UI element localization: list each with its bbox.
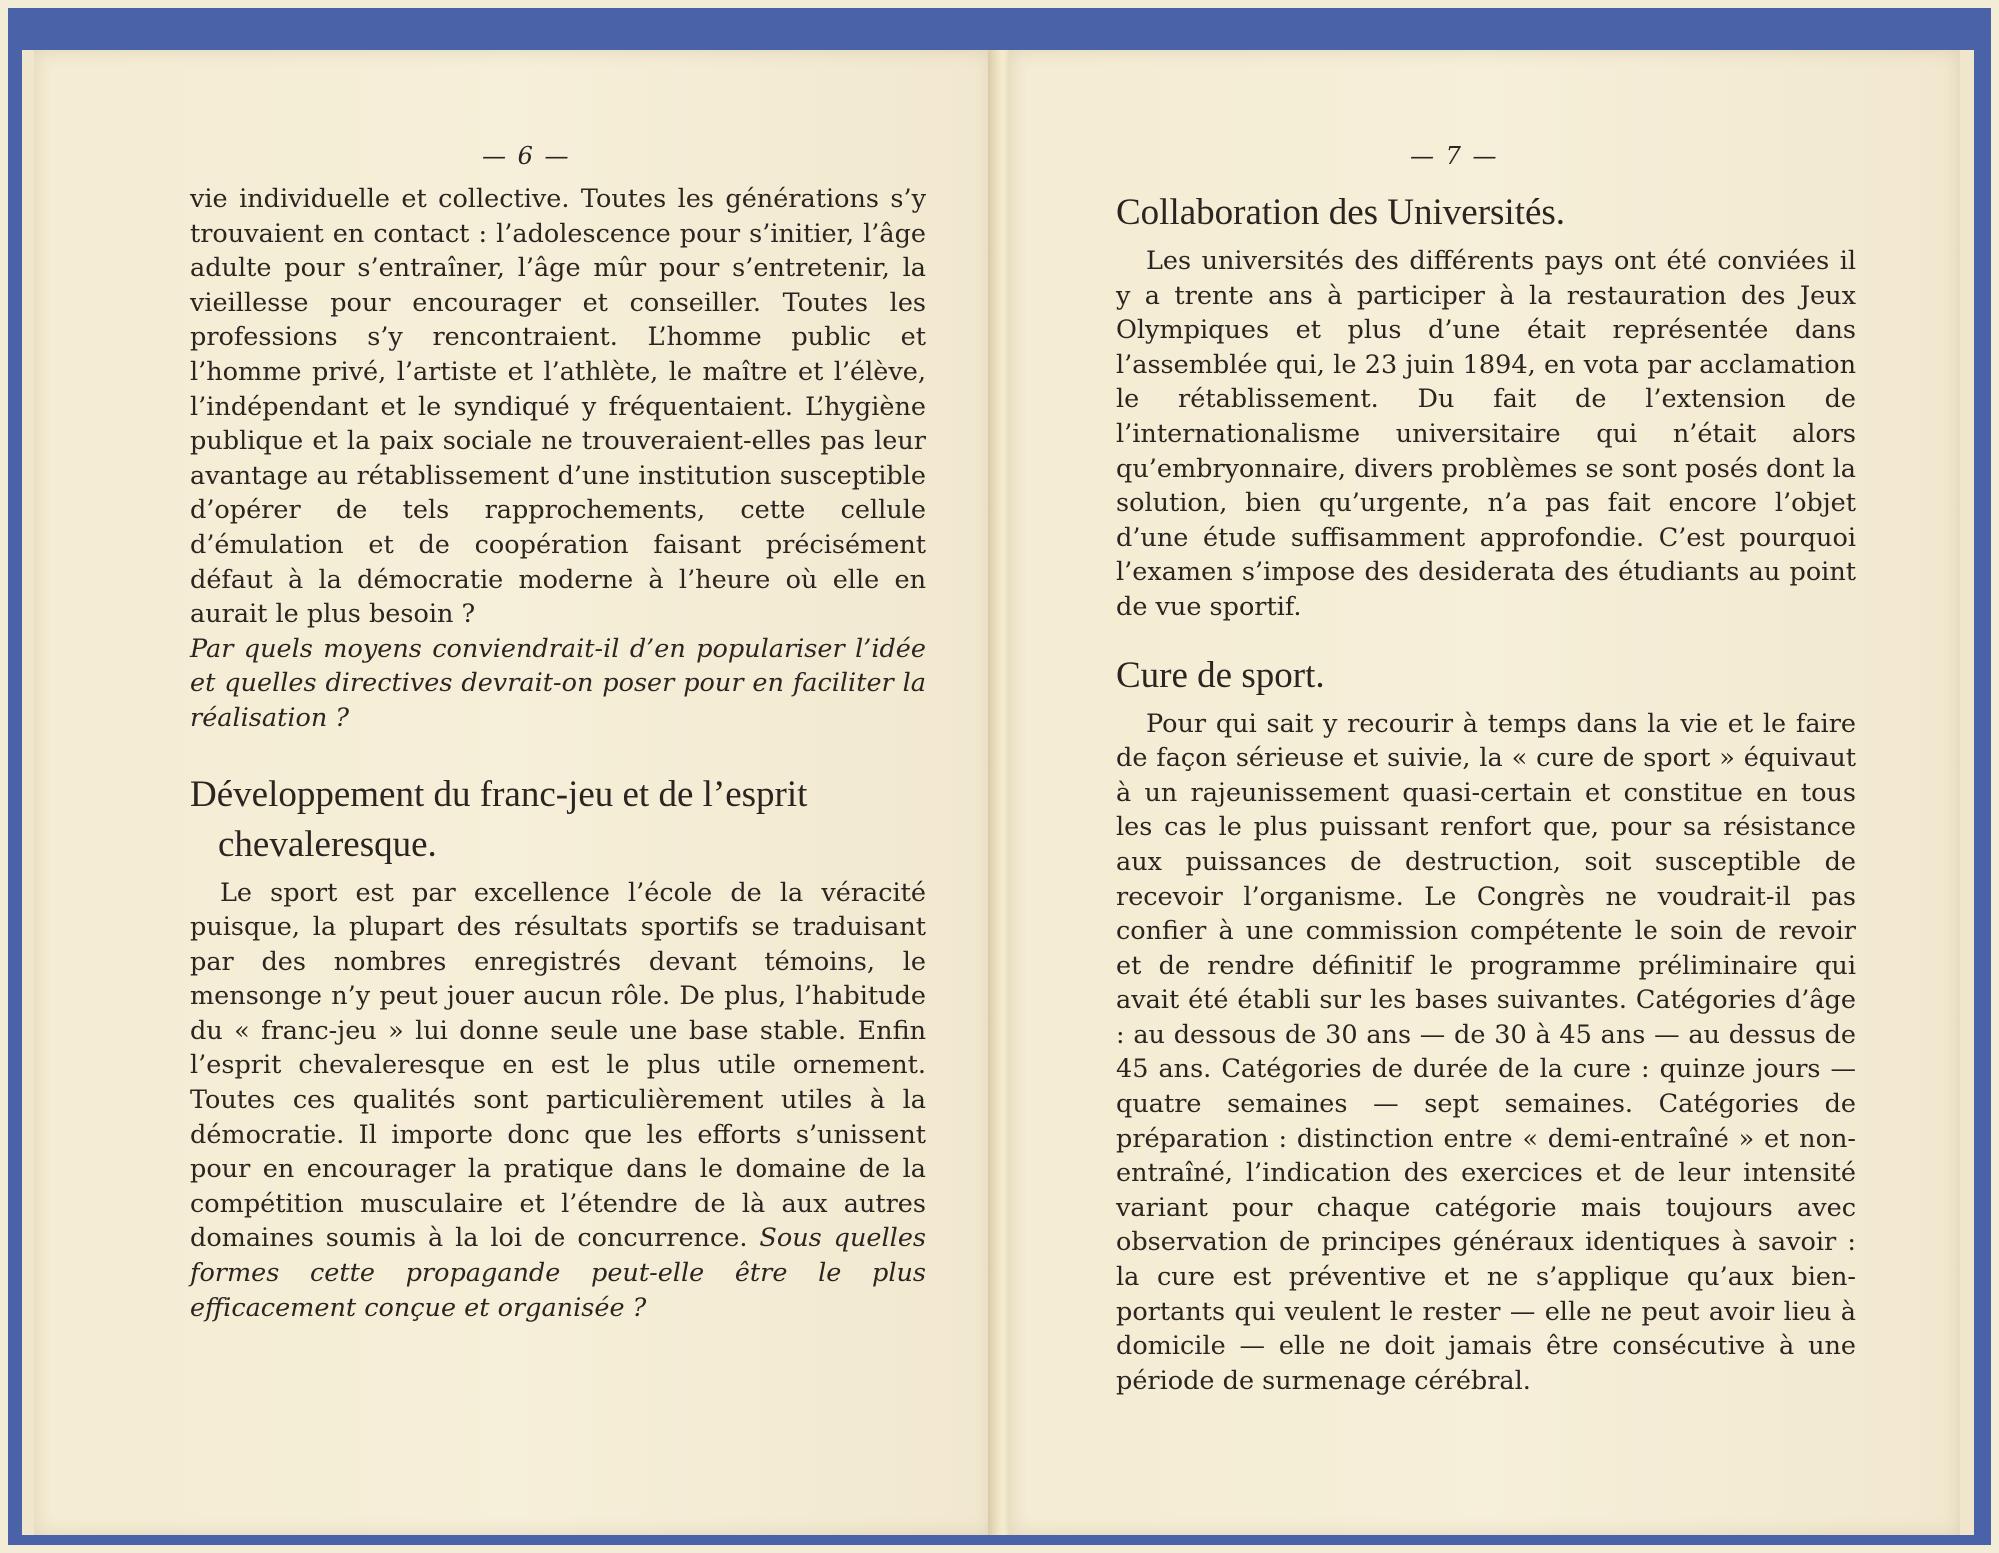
question-text: Sous quelles formes cette propagande peut-elle être le plus efficacement conçue et organisée ? bbox=[190, 1223, 926, 1323]
right-page bbox=[1010, 50, 1960, 1535]
left-page bbox=[34, 50, 992, 1535]
page-number-left: — 6 — bbox=[482, 142, 571, 170]
section-heading: Développement du franc-jeu et de l’esprit chevaleresque. bbox=[190, 773, 808, 865]
page-number-right: — 7 — bbox=[1410, 142, 1499, 170]
left-page-text bbox=[190, 182, 926, 1325]
body-paragraph: vie individuelle et collective. Toutes les générations s’y trouvaient en contact : l’adolescence pour s’initier, l’âge adulte pour s’entraîner, l’âge mûr pour s’entretenir, la vieillesse pour encourager et conseiller. Toutes les professions s’y rencontraient. L’homme public et l’homme privé, l’artiste et l’athlète, le maître et l’élève, l’indépendant et le syndiqué y fréquentaient. L’hygiène publique et la paix sociale ne trouveraient-elles pas leur avantage au rétablissement d’une institution susceptible d’opérer de tels rapprochements, cette cellule d’émulation et de coopération faisant précisément défaut à la démocratie moderne à l’heure où elle en aurait le plus besoin ? bbox=[190, 184, 926, 630]
right-page-text bbox=[1116, 188, 1856, 1398]
book-spread bbox=[22, 50, 1974, 1535]
section-heading: Collaboration des Universités. bbox=[1116, 192, 1566, 233]
body-paragraph: Pour qui sait y recourir à temps dans la vie et le faire de façon sérieuse et suivie, la « cure de sport » équivaut à un rajeunissement quasi-certain et constitue en tous les cas le plus puissant renfort que, pour sa résistance aux puissances de destruction, soit susceptible de recevoir l’organisme. Le Congrès ne voudrait-il pas confier à une commission compétente le soin de revoir et de rendre définitif le programme préliminaire qui avait été établi sur les bases suivantes. Catégories d’âge : au dessous de 30 ans — de 30 à 45 ans — au dessus de 45 ans. Catégories de durée de la cure : quinze jours — quatre semaines — sept semaines. Catégories de préparation : distinction entre « demi-entraîné » et non-entraîné, l’indication des exercices et de leur intensité variant pour chaque catégorie mais toujours avec observation de principes généraux identiques à savoir : la cure est préventive et ne s’applique qu’aux bien-portants qui veulent le rester — elle ne peut avoir lieu à domicile — elle ne doit jamais être consécutive à une période de surmenage cérébral. bbox=[1116, 708, 1856, 1396]
body-paragraph bbox=[190, 876, 926, 1326]
question-paragraph: Par quels moyens conviendrait-il d’en populariser l’idée et quelles directives devrait-on poser pour en faciliter la réalisation ? bbox=[190, 633, 926, 733]
body-text: Le sport est par excellence l’école de la véracité puisque, la plupart des résultats sportifs se traduisant par des nombres enregistrés devant témoins, le mensonge n’y peut jouer aucun rôle. De plus, l’habitude du « franc-jeu » lui donne seule une base stable. Enfin l’esprit chevaleresque en est le plus utile ornement. Toutes ces qualités sont particulièrement utiles à la démocratie. Il importe donc que les efforts s’unissent pour en encourager la pratique dans le domaine de la compétition musculaire et l’étendre de là aux autres domaines soumis à la loi de concurrence. bbox=[190, 877, 926, 1254]
section-heading: Cure de sport. bbox=[1116, 654, 1325, 696]
body-paragraph: Les universités des différents pays ont été conviées il y a trente ans à participer à la restauration des Jeux Olympiques et plus d’une était représentée dans l’assemblée qui, le 23 juin 1894, en vota par acclamation le rétablissement. Du fait de l’extension de l’internationalisme universitaire qui n’était alors qu’embryonnaire, divers problèmes se sont posés dont la solution, bien qu’urgente, n’a pas fait encore l’objet d’une étude suffisamment approfondie. C’est pourquoi l’examen s’impose des desiderata des étudiants au point de vue sportif. bbox=[1116, 246, 1856, 622]
